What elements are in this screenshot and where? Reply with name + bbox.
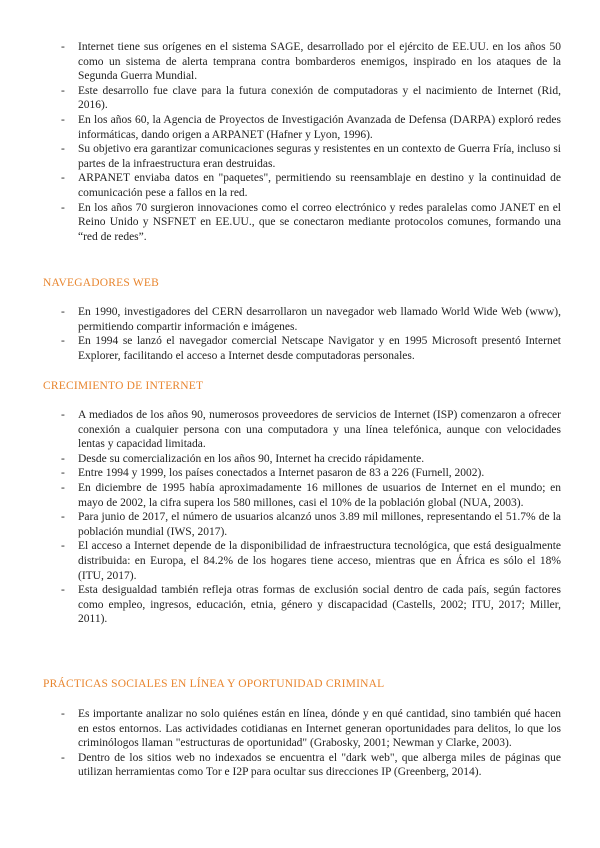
list-item	[61, 40, 561, 84]
list-item-text: Este desarrollo fue clave para la futura conexión de computadoras y el nacimiento de Internet (Rid, 2016).	[78, 84, 561, 112]
list-item-text: Desde su comercialización en los años 90, Internet ha crecido rápidamente.	[78, 452, 425, 465]
list-item-text: El acceso a Internet depende de la disponibilidad de infraestructura tecnológica, que está desigualmente distribuida: en Europa, el 84.2% de los hogares tiene acceso, mientras que en África es sólo el 18% (ITU, 2017).	[78, 540, 561, 582]
section-heading-crecimiento: CRECIMIENTO DE INTERNET	[43, 380, 204, 392]
list-item-text: Dentro de los sitios web no indexados se encuentra el "dark web", que alberga miles de páginas que utilizan herramientas como Tor e I2P para ocultar sus direcciones IP (Greenberg, 2014).	[78, 751, 561, 779]
list-item	[61, 142, 561, 171]
list-item-text: En los años 70 surgieron innovaciones como el correo electrónico y redes paralelas como JANET en el Reino Unido y NSFNET en EE.UU., que se conectaron mediante protocolos comunes, formando una “red de redes”.	[78, 201, 561, 243]
list-item-text: Para junio de 2017, el número de usuarios alcanzó unos 3.89 mil millones, representando el 51.7% de la población mundial (IWS, 2017).	[78, 511, 561, 538]
list-item-text: En 1994 se lanzó el navegador comercial Netscape Navigator y en 1995 Microsoft presentó Internet Explorer, facilitando el acceso a Internet desde computadoras personales.	[78, 335, 561, 362]
list-item-text: Su objetivo era garantizar comunicaciones seguras y resistentes en un contexto de Guerra Fría, incluso si partes de la infraestructura eran destruidas.	[78, 143, 561, 170]
bullet-list-origins	[61, 40, 561, 244]
bullet-dash: -	[61, 409, 65, 421]
bullet-dash: -	[61, 452, 65, 465]
list-item-text: En diciembre de 1995 había aproximadamente 16 millones de usuarios de Internet en el mundo; en mayo de 2002, la cifra supera los 580 millones, casi el 10% de la población global (NUA, 2003).	[78, 481, 561, 509]
list-item-text: ARPANET enviaba datos en "paquetes", permitiendo su reensamblaje en destino y la continuidad de comunicación pese a fallos en la red.	[78, 172, 561, 199]
bullet-dash: -	[61, 481, 65, 494]
section-heading-navegadores: NAVEGADORES WEB	[43, 277, 159, 289]
bullet-dash: -	[61, 708, 65, 720]
bullet-list-crecimiento	[61, 408, 561, 627]
bullet-dash: -	[61, 584, 65, 597]
list-item-text: Internet tiene sus orígenes en el sistema SAGE, desarrollado por el ejército de EE.UU. en los años 50 como un sistema de alerta temprana contra bombarderos enemigos, inspirado en los ataques de la Segunda Guerra Mundial.	[78, 41, 561, 83]
list-item	[61, 481, 561, 510]
list-item	[61, 305, 561, 334]
bullet-dash: -	[61, 751, 65, 764]
bullet-dash: -	[61, 172, 65, 185]
bullet-dash: -	[61, 511, 65, 524]
list-item	[61, 583, 561, 627]
bullet-dash: -	[61, 84, 65, 97]
list-item-text: Entre 1994 y 1999, los países conectados a Internet pasaron de 83 a 226 (Furnell, 2002).	[78, 467, 485, 480]
bullet-list-practicas	[61, 707, 561, 780]
bullet-list-navegadores	[61, 305, 561, 363]
list-item	[61, 171, 561, 200]
list-item	[61, 452, 561, 467]
list-item	[61, 84, 561, 113]
bullet-dash: -	[61, 335, 65, 348]
list-item	[61, 466, 561, 481]
list-item	[61, 707, 561, 751]
list-item	[61, 539, 561, 583]
list-item-text: Esta desigualdad también refleja otras formas de exclusión social dentro de cada país, según factores como empleo, ingresos, educación, etnia, género y discapacidad (Castells, 2002; ITU, 2017; Miller, 2011).	[78, 584, 561, 626]
list-item	[61, 408, 561, 452]
list-item	[61, 113, 561, 142]
bullet-dash: -	[61, 306, 65, 318]
list-item	[61, 510, 561, 539]
list-item-text: En 1990, investigadores del CERN desarrollaron un navegador web llamado World Wide Web (www), permitiendo compartir información e imágenes.	[78, 306, 561, 333]
bullet-dash: -	[61, 467, 65, 480]
section-heading-practicas: PRÁCTICAS SOCIALES EN LÍNEA Y OPORTUNIDAD CRIMINAL	[43, 678, 385, 690]
bullet-dash: -	[61, 201, 65, 214]
list-item	[61, 334, 561, 363]
list-item-text: En los años 60, la Agencia de Proyectos de Investigación Avanzada de Defensa (DARPA) exploró redes informáticas, dando origen a ARPANET (Hafner y Lyon, 1996).	[78, 113, 561, 141]
list-item-text: A mediados de los años 90, numerosos proveedores de servicios de Internet (ISP) comenzaron a ofrecer conexión a cualquier persona con una computadora y una línea telefónica, aunque con velocidades lentas y capacidad limitada.	[78, 409, 561, 451]
list-item-text: Es importante analizar no solo quiénes están en línea, dónde y en qué cantidad, sino también qué hacen en estos entornos. Las actividades cotidianas en Internet generan oportunidades para delitos, lo que los criminólogos llaman "estructuras de oportunidad" (Grabosky, 2001; Newman y Clarke, 2003).	[78, 708, 561, 750]
bullet-dash: -	[61, 143, 65, 156]
bullet-dash: -	[61, 113, 65, 126]
bullet-dash: -	[61, 41, 65, 53]
list-item	[61, 751, 561, 780]
bullet-dash: -	[61, 540, 65, 553]
list-item	[61, 201, 561, 245]
